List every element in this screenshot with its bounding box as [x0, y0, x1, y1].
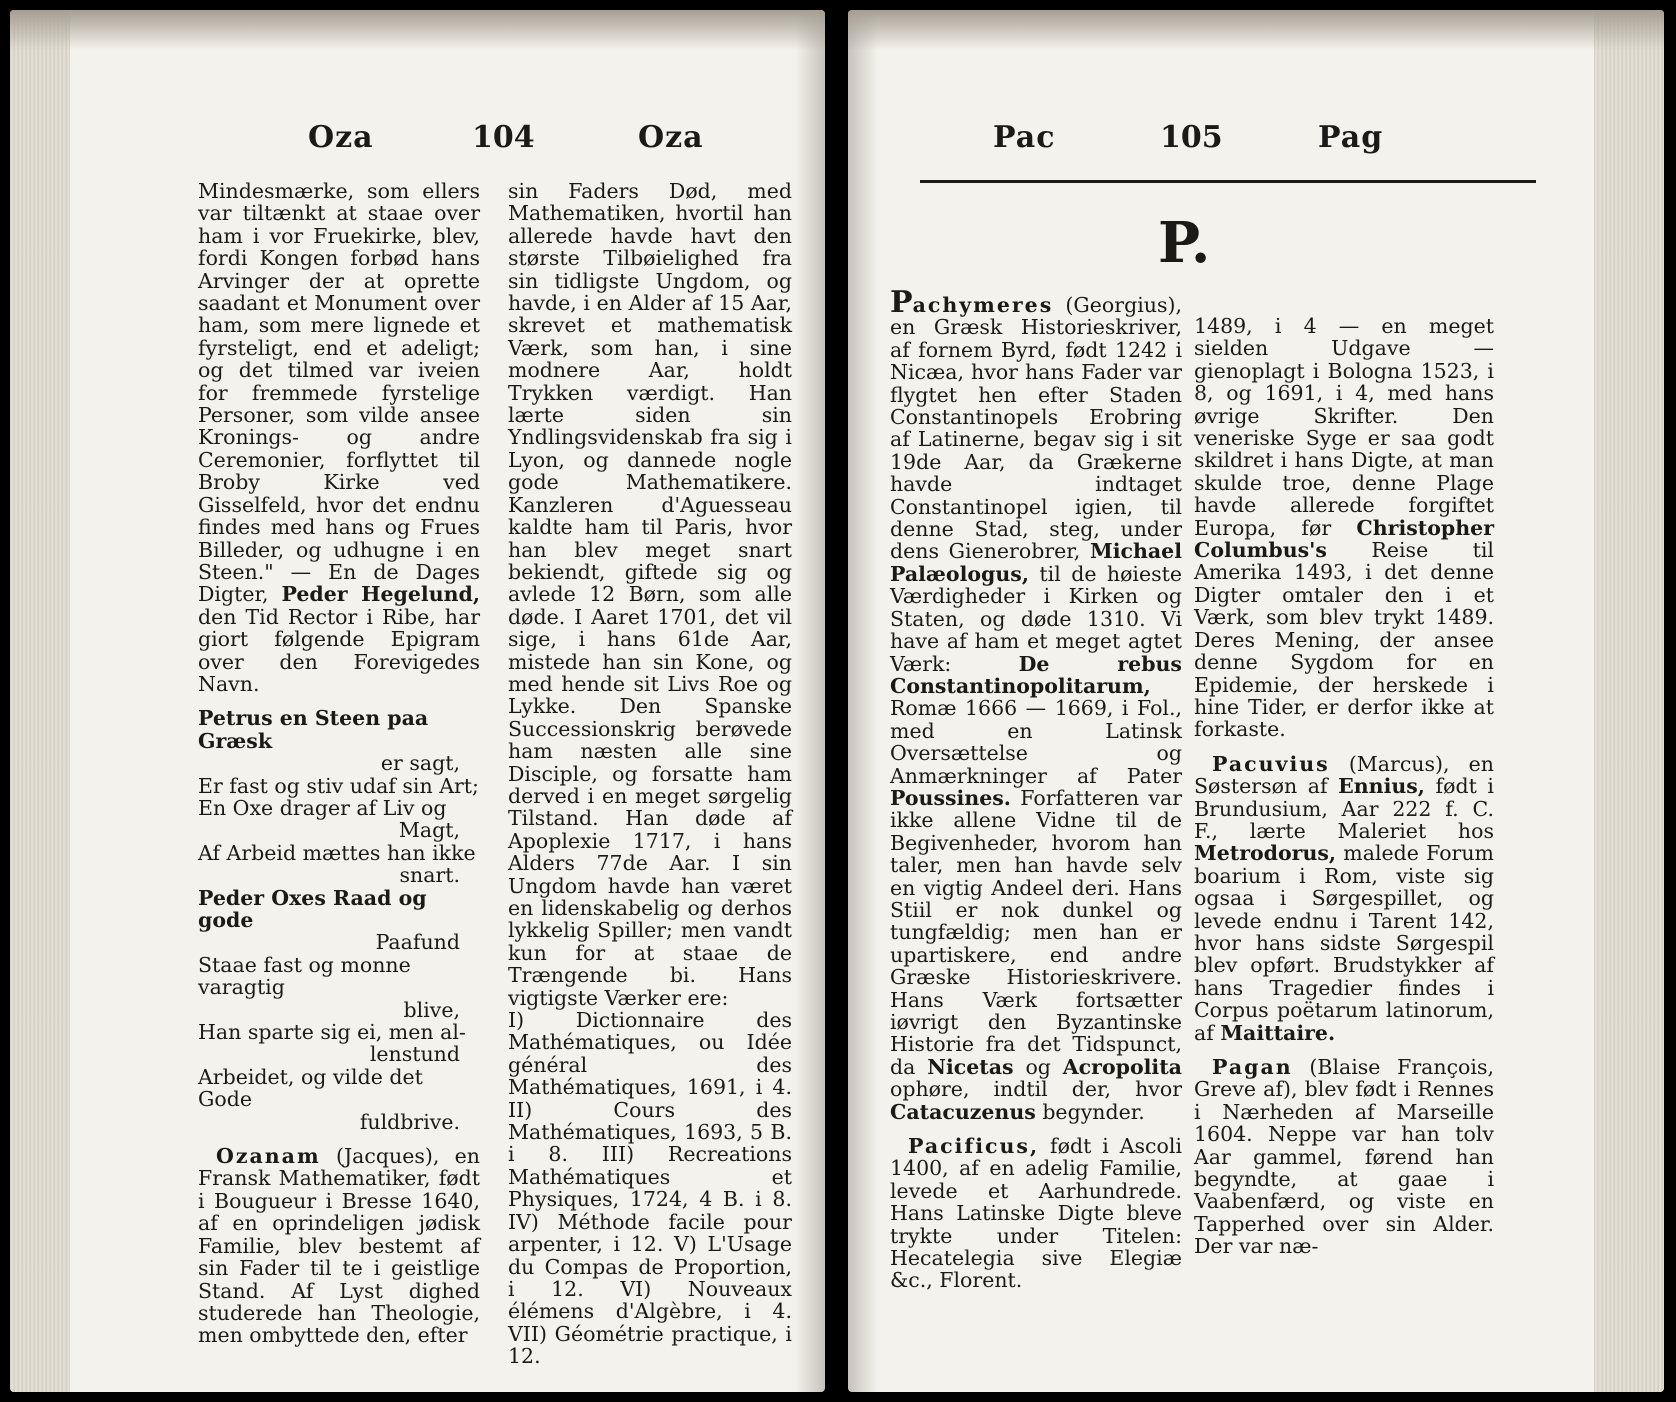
entry-headword: achymeres — [912, 293, 1054, 317]
entry-pagan — [1194, 1056, 1494, 1258]
paragraph-text: (Jacques), en Fransk Mathematiker, født i Bougueur i Bresse 1640, af en oprindeligen jødisk Familie, blev bestemt af sin Fader til te i geistlige Stand. Af Lyst dighed studerede han Theologie, men ombyttede den, efter — [198, 1144, 480, 1348]
verse-line: Af Arbeid mættes han ikke — [198, 840, 476, 865]
paragraph-text: (Georgius), en Græsk Historieskriver, af fornem Byrd, født 1242 i Nicæa, hvor hans Fader var flygtet hen efter Staden Constantinopels Erobring af Latinerne, begav sig i sit 19de Aar, da Grækerne havde indtaget Constantinopel igien, til denne Stad, steg, under dens Gienerobrer, — [890, 293, 1182, 564]
verse-line-indent: Magt, — [398, 818, 460, 843]
person-name: Christopher Columbus's — [1194, 515, 1494, 563]
top-shadow — [848, 10, 1664, 50]
entry-pacificus — [890, 1135, 1182, 1292]
verse-line: Er fast og stiv udaf sin Art; — [198, 773, 479, 798]
paragraph — [198, 180, 480, 695]
person-name: Ennius, — [1338, 774, 1425, 799]
paragraph-text: Reise til Amerika 1493, i det denne Digter omtaler den i et Værk, som blev trykt 1489. Deres Mening, der ansee denne Sygdom for en Epidemie, der herskede i hine Tider, er derfor ikke at forkaste. — [1194, 538, 1494, 742]
verse-line: Han sparte sig ei, men al- — [198, 1020, 466, 1045]
drop-cap: P — [890, 285, 913, 320]
text-column-2 — [1194, 315, 1494, 1258]
page-number: 105 — [1160, 120, 1223, 155]
paragraph: sin Faders Død, med Mathematiken, hvortil han allerede havde havt den største Tilbøielighed fra sin tidligste Ungdom, og havde, i en Alder af 15 Aar, skrevet et mathematisk Værk, som han, i sine modnere Aar, holdt Trykken værdigt. Han lærte siden sin Yndlingsvidenskab fra sig i Lyon, og dannede nogle gode Mathematikere. Kanzleren d'Aguesseau kaldte ham til Paris, hvor han blev meget snart bekiendt, giftede sig og avlede 12 Børn, som alle døde. I Aaret 1701, det vil sige, i hans 61de Aar, mistede han sin Kone, og med hende sit Livs Roe og Lykke. Den Spanske Successionskrig berøvede ham næsten alle sine Disciple, og forsatte ham derved i en meget sørgelig Tilstand. Han døde af Apoplexie 1717, i hans Alders 77de Aar. I sin Ungdom havde han været en lidenskabelig og derhos lykkelig Spiller; men vandt kun for at staae de Trængende bi. Hans vigtigste Værker ere: — [508, 179, 792, 1010]
entry-headword: Pacuvius — [1212, 751, 1330, 776]
paragraph-text: malede Forum boarium i Rom, viste sig ogsaa i Sørgespillet, og levede endnu i Tarent 142, hvor hans sidste Sørgespil blev opført. Brudstykker af hans Tragedier findes i Corpus poëtarum latinorum, af — [1194, 841, 1494, 1045]
epigram — [198, 707, 480, 1133]
paragraph-text: Romæ 1666 — 1669, i Fol., med en Latinsk Oversættelse og Anmærkninger af Pater — [890, 696, 1182, 788]
verse-line: Arbeidet, og vilde det Gode — [198, 1064, 423, 1112]
page-edges — [1594, 10, 1664, 1392]
paragraph-text: og — [1025, 1054, 1051, 1079]
verse-line: En Oxe drager af Liv og — [198, 795, 447, 820]
paragraph-text: (Marcus), en Søstersøn af — [1194, 751, 1494, 799]
paragraph — [1194, 315, 1494, 741]
gutter-shadow — [848, 10, 878, 1392]
running-head-right: Oza — [638, 120, 704, 155]
top-shadow — [10, 10, 825, 50]
paragraph-text: begynder. — [1042, 1099, 1145, 1124]
paragraph-text: Forfatteren var ikke allene Vidne til de Begivenheder, hvorom han taler, men han havde selv en vigtig Andeel deri. Hans Stiil er nok dunkel og tungfældig; men han er upartiskere, end andre Græske Historieskrivere. Hans Værk fortsætter iøvrigt den Byzantinske Historie fra det Tidspunct, da — [890, 785, 1182, 1079]
paragraph-text: Mindesmærke, som ellers var tiltænkt at staae over ham i vor Fruekirke, blev, fordi Kongen forbød hans Arvinger der at oprette saadant et Monument over ham, som mere lignede et fyrsteligt, end et adeligt; og det tilmed var iveien for fremmede fyrstelige Personer, som vilde ansee Kronings- og andre Ceremonier, forflyttet til Broby Kirke ved Gisselfeld, hvor det endnu findes med hans og Frues Billeder, og udhugne i en Steen." — En de Dages Digter, — [198, 179, 480, 607]
verse-line: Staae fast og monne varagtig — [198, 952, 411, 1000]
paragraph-text: født i Ascoli 1400, af en adelig Familie, levede et Aarhundrede. Hans Latinske Digte bleve trykte under Titelen: Hecatelegia sive Elegiæ &c., Florent. — [890, 1134, 1182, 1293]
entry-headword: Pagan — [1212, 1055, 1293, 1079]
paragraph-text: til de høieste Værdigheder i Kirken og Staten, og døde 1310. Vi have af ham et meget agtet Værk: — [890, 561, 1182, 676]
person-name: Catacuzenus — [890, 1099, 1036, 1124]
verse-line-indent: blive, — [403, 997, 460, 1022]
person-name: Maittaire. — [1220, 1020, 1336, 1045]
paragraph-text: 1489, i 4 — en meget sielden Udgave — gienoplagt i Bologna 1523, i 8, og 1691, i 4, med hans øvrige Skrifter. Den veneriske Syge er saa godt skildret i hans Digte, at man skulde troe, denne Plage havde allerede forgiftet Europa, før — [1194, 314, 1494, 540]
person-name: Poussines. — [890, 785, 1011, 810]
verse-line-indent: fuldbrive. — [359, 1109, 460, 1134]
section-letter: P. — [1158, 210, 1211, 276]
running-head-left: Pac — [993, 120, 1056, 155]
person-name: Nicetas — [927, 1054, 1014, 1079]
paragraph-text: den Tid Rector i Ribe, har giort følgende Epigram over den Forevigedes Navn. — [198, 604, 480, 696]
verse-line-indent: lenstund — [369, 1042, 460, 1067]
text-column-2 — [508, 180, 792, 1368]
gutter-shadow — [795, 10, 825, 1392]
verse-line-indent: Paafund — [375, 930, 460, 955]
person-name: Peder Hegelund, — [281, 582, 480, 607]
right-page — [848, 10, 1664, 1392]
page-edges — [10, 10, 70, 1392]
entry-pachymeres — [890, 285, 1182, 1124]
paragraph-text: født i Brundusium, Aar 222 f. C. F., lærte Maleriet hos — [1194, 774, 1494, 843]
entry-ozanam — [198, 1145, 480, 1347]
entry-headword: Pacificus, — [908, 1134, 1040, 1159]
paragraph-text: ophøre, indtil der, hvor — [890, 1077, 1182, 1102]
person-name: Acropolita — [1062, 1054, 1182, 1079]
text-column-1 — [198, 180, 480, 1347]
works-list: I) Dictionnaire des Mathématiques, ou Idée général des Mathématiques, 1691, i 4. II) Cours des Mathématiques, 1693, 5 B. i 8. III) Recreations Mathématiques et Physiques, 1724, 4 B. i 8. IV) Méthode facile pour arpenter, i 12. V) L'Usage du Compas de Proportion, i 12. VI) Nouveaux élémens d'Algèbre, i 4. VII) Géométrie practique, i 12. — [508, 1008, 792, 1369]
verse-line — [198, 707, 480, 752]
person-name: Michael Palæologus, — [890, 539, 1182, 586]
verse-line-indent: er sagt, — [380, 751, 460, 776]
page-number: 104 — [472, 120, 535, 155]
verse-line-indent: snart. — [399, 863, 460, 888]
entry-headword: Ozanam — [216, 1144, 321, 1169]
entry-pacuvius — [1194, 753, 1494, 1044]
paragraph-text: (Blaise François, Greve af), blev født i Rennes i Nærheden af Marseille 1604. Neppe var han tolv Aar gammel, førend han begyndte, at gaae i Vaabenfærd, og viste en Tapperhed over sin Alder. Der var næ- — [1194, 1055, 1494, 1259]
person-name: Metrodorus, — [1194, 841, 1337, 866]
work-title: De rebus Constantinopolitarum, — [890, 651, 1182, 698]
text-column-1 — [890, 285, 1182, 1293]
running-head-right: Pag — [1318, 120, 1384, 155]
verse-text: Petrus en Steen paa Græsk — [198, 706, 429, 753]
verse-line: Peder Oxes Raad og gode — [198, 885, 427, 932]
running-head-left: Oza — [308, 120, 374, 155]
left-page — [10, 10, 825, 1392]
section-rule — [920, 180, 1536, 183]
